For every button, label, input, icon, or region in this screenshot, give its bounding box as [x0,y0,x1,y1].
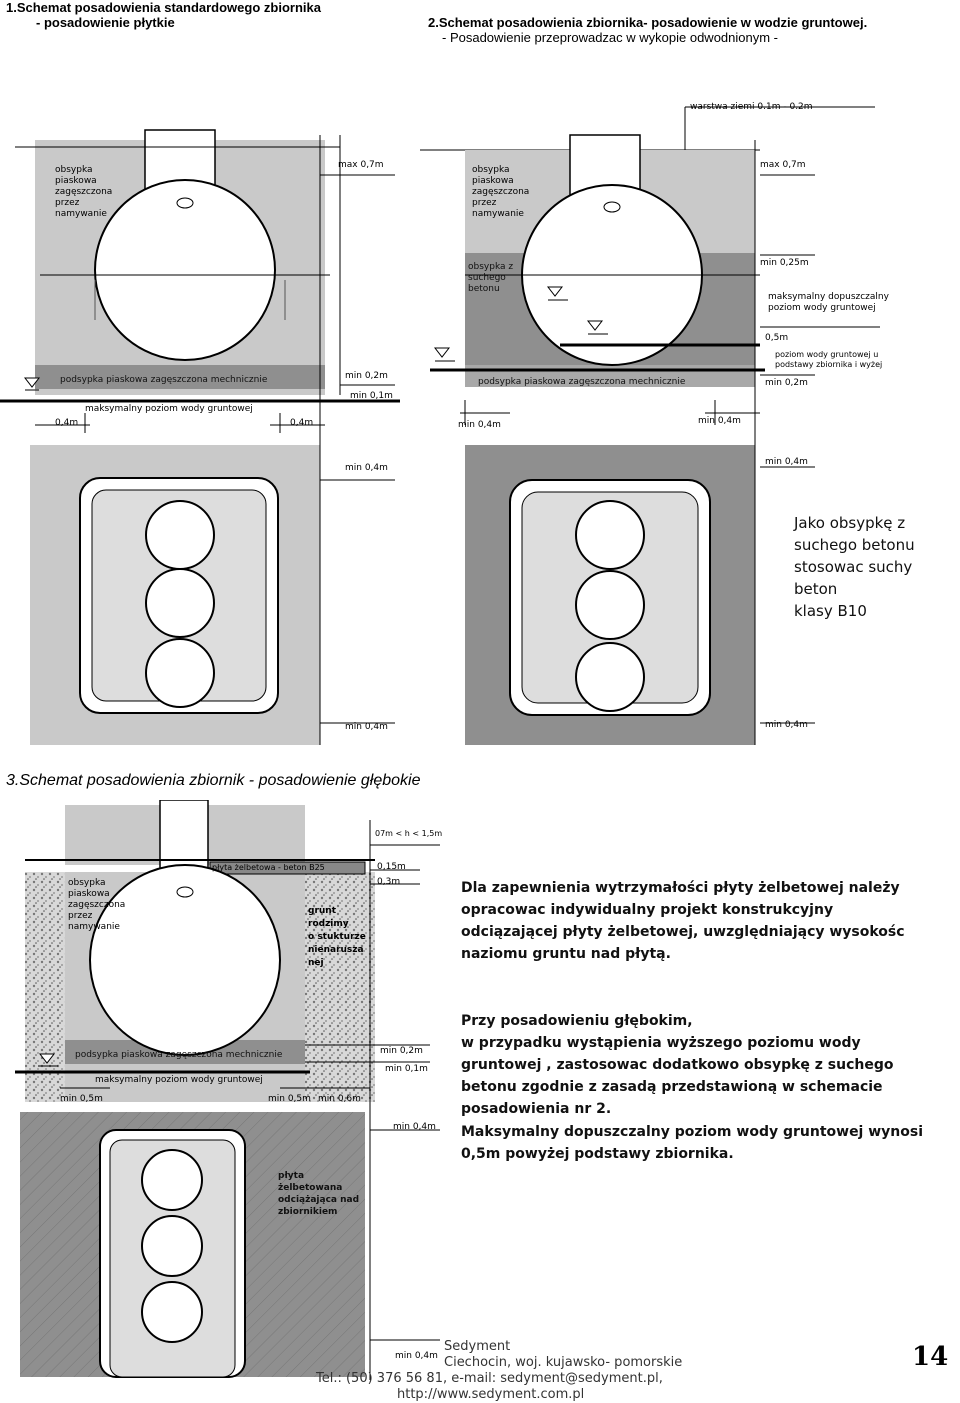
label-line: o stukturze [308,932,366,942]
label-line: zbiornikiem [278,1207,338,1217]
d2-gw-note [775,350,882,370]
label-line: płyta [278,1171,305,1181]
d2-min04-left: min 0,4m [458,420,501,430]
page-number: 14 [912,1342,949,1372]
d3-plyta-label: płyta żelbetowa - beton B25 [212,863,325,872]
label-line: odciążająca nad [278,1195,360,1205]
schema2-title [428,15,867,45]
d3-min01: min 0,1m [385,1064,428,1074]
d3-min04-top: min 0,4m [393,1122,436,1132]
d2-max-dop [768,292,889,314]
d1-max-gw: maksymalny poziom wody gruntowej [85,404,253,414]
schema1-title [6,0,321,30]
d3-d015: 0,15m [377,862,406,872]
label-line: piaskowa [472,176,514,186]
d2-min04-top: min 0,4m [765,457,808,467]
label-line: betonu [468,284,500,294]
label-line: obsypka [68,878,106,888]
schema3-title: 3.Schemat posadowienia zbiornik - posadowienie głębokie [6,772,421,789]
d2-min04-right: min 0,4m [698,416,741,426]
footer-city: Ciechocin, woj. kujawsko- pomorskie [444,1355,683,1370]
d2-obsypka-sb [468,262,513,295]
footer-contact: Tel.: (50) 376 56 81, e-mail: sedyment@sedyment.pl, [316,1371,663,1386]
label-line: obsypka [472,165,510,175]
d3-h-range: 07m < h < 1,5m [375,829,443,838]
d3-min05-left: min 0,5m [60,1094,103,1104]
label-line: poziom wody gruntowej u [775,350,879,359]
d1-min01: min 0,1m [350,391,393,401]
schema1-title-line1: 1.Schemat posadowienia standardowego zbiornika [6,0,321,15]
note-paragraph-1: Dla zapewnienia wytrzymałości płyty żelbetowej należy opracowac indywidualny projekt konstrukcyjny odciązającej płyty żelbetowej, uwzględniający wysokośc naziomu gruntu nad płytą. [461,880,905,962]
d2-min02: min 0,2m [765,378,808,388]
label-line: zagęszczona [472,187,530,197]
label-line: obsypka z [468,262,514,272]
label-line: żelbetowana [278,1183,343,1193]
note-line: suchego betonu [794,536,915,554]
d1-obsypka-label [55,165,112,220]
label-line: nienarusza [308,945,364,955]
label-line: piaskowa [68,889,110,899]
d2-warstwa: warstwa ziemi 0.1m - 0.2m [690,102,813,112]
d3-min06: min 0,6m [318,1094,361,1104]
label-line: przez [472,198,497,208]
label-line: rodzimy [308,919,349,929]
label-line: zagęszczona [68,900,126,910]
d3-plyta-note [278,1170,359,1218]
note-paragraph-2a: Przy posadowieniu głębokim, [461,1013,693,1029]
d3-min05-right: min 0,5m [268,1094,311,1104]
schema2-title-line2: - Posadowienie przeprowadzac w wykopie odwodnionym - [442,30,779,45]
dry-concrete-note [794,512,960,622]
d2-max07: max 0,7m [760,160,806,170]
d3-min04-bottom: min 0,4m [395,1351,438,1361]
label-line: przez [55,198,80,208]
footer-url[interactable]: http://www.sedyment.com.pl [397,1387,585,1402]
d3-grunt-label [308,905,366,970]
label-line: suchego [468,273,506,283]
schema2-title-line1: 2.Schemat posadowienia zbiornika- posadowienie w wodzie gruntowej. [428,15,868,30]
schema1-title-line2: - posadowienie płytkie [36,15,175,30]
label-line: obsypka [55,165,93,175]
d3-podsypka: podsypka piaskowa zagęszczona mechnicznie [75,1050,283,1060]
d3-d03: 0,3m [377,877,401,887]
d2-min04-bottom: min 0,4m [765,720,808,730]
label-line: grunt [308,906,336,916]
d3-obsypka-label [68,878,125,933]
d3-max-gw: maksymalny poziom wody gruntowej [95,1075,263,1085]
d2-min025: min 0,25m [760,258,809,268]
label-line: poziom wody gruntowej [768,303,876,313]
label-line: namywanie [472,209,524,219]
d1-04-left: 0,4m [55,418,79,428]
label-line: nej [308,958,324,968]
d1-podsypka: podsypka piaskowa zagęszczona mechnicznie [60,375,268,385]
label-line: piaskowa [55,176,97,186]
d1-max07: max 0,7m [338,160,384,170]
note-paragraph-2b: w przypadku wystąpienia wyższego poziomu wody gruntowej , zastosowac dodatkowo obsypkę z suchego betonu zgodnie z zasadą przedstawioną w schemacie posadowienia nr 2. [461,1035,894,1117]
d1-04-right: 0,4m [290,418,314,428]
d2-podsypka: podsypka piaskowa zagęszczona mechnicznie [478,377,686,387]
d3-min02: min 0,2m [380,1046,423,1056]
note-paragraph-3: Maksymalny dopuszczalny poziom wody gruntowej wynosi 0,5m powyżej podstawy zbiornika. [461,1124,924,1162]
note-line: stosowac suchy beton [794,558,913,598]
d1-min04-top: min 0,4m [345,463,388,473]
d2-d05: 0,5m [765,333,789,343]
d1-min02: min 0,2m [345,371,388,381]
note-line: klasy B10 [794,602,867,620]
label-line: zagęszczona [55,187,113,197]
label-line: przez [68,911,93,921]
note-line: Jako obsypkę z [794,514,906,532]
label-line: namywanie [55,209,107,219]
note-paragraph-2 [461,1010,941,1120]
d1-min04-bottom: min 0,4m [345,722,388,732]
label-line: namywanie [68,922,120,932]
label-line: podstawy zbiornika i wyżej [775,360,883,369]
footer-company: Sedyment [444,1339,511,1354]
label-line: maksymalny dopuszczalny [768,292,889,302]
d2-obsypka-label [472,165,529,220]
